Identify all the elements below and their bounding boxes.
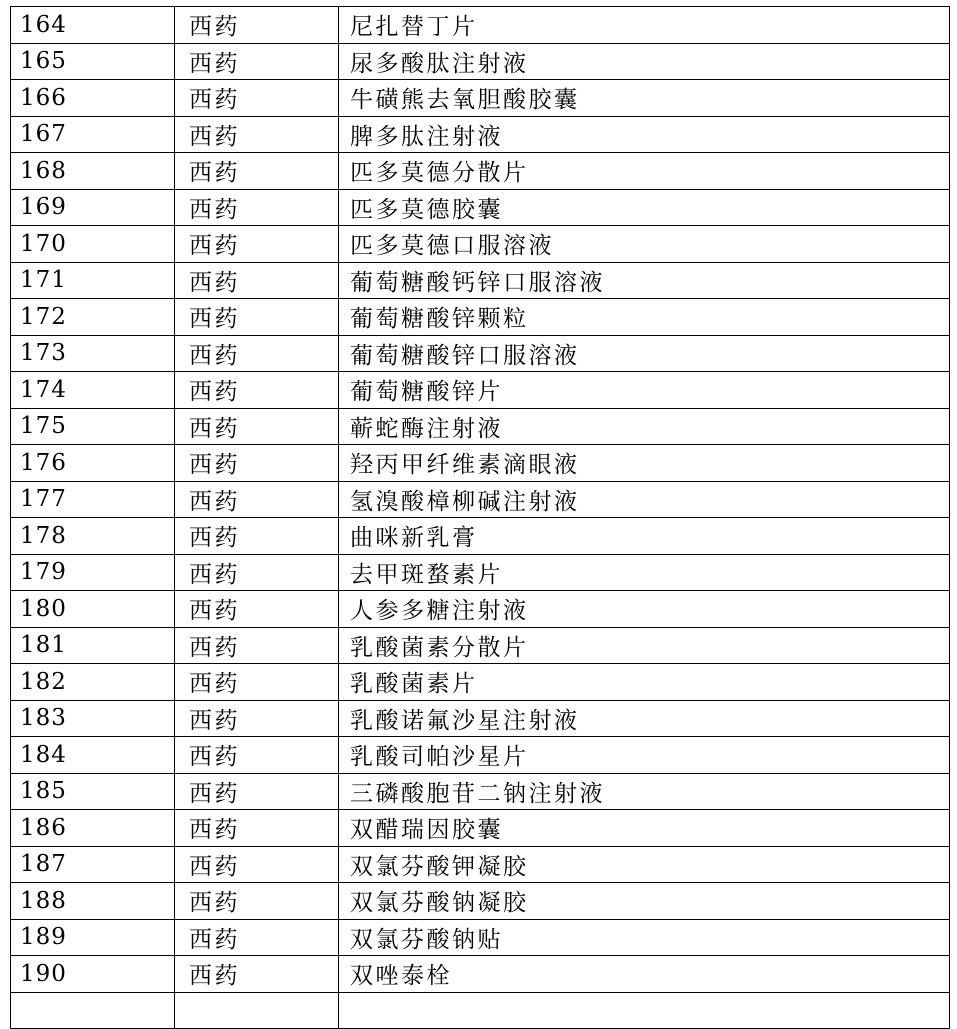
category-cell: 西药 xyxy=(175,80,339,117)
row-number-cell: 183 xyxy=(11,700,175,737)
drug-name-cell: 葡萄糖酸锌颗粒 xyxy=(339,299,950,336)
row-number-cell: 170 xyxy=(11,226,175,263)
drug-name-cell: 蕲蛇酶注射液 xyxy=(339,408,950,445)
drug-name-cell: 羟丙甲纤维素滴眼液 xyxy=(339,445,950,482)
category-cell: 西药 xyxy=(175,408,339,445)
category-cell: 西药 xyxy=(175,262,339,299)
category-cell: 西药 xyxy=(175,956,339,993)
table-row xyxy=(11,846,950,883)
drug-name-cell: 匹多莫德口服溶液 xyxy=(339,226,950,263)
drug-name-cell: 乳酸菌素片 xyxy=(339,664,950,701)
row-number-cell: 171 xyxy=(11,262,175,299)
row-number-cell: 187 xyxy=(11,846,175,883)
drug-name-cell: 乳酸诺氟沙星注射液 xyxy=(339,700,950,737)
category-cell: 西药 xyxy=(175,43,339,80)
category-cell: 西药 xyxy=(175,664,339,701)
table-row xyxy=(11,43,950,80)
category-cell: 西药 xyxy=(175,846,339,883)
category-cell: 西药 xyxy=(175,591,339,628)
category-cell: 西药 xyxy=(175,226,339,263)
category-cell: 西药 xyxy=(175,700,339,737)
category-cell: 西药 xyxy=(175,737,339,774)
table-row xyxy=(11,554,950,591)
table-row xyxy=(11,262,950,299)
table-row xyxy=(11,116,950,153)
table-body xyxy=(11,7,950,1029)
row-number-cell: 185 xyxy=(11,773,175,810)
table-row xyxy=(11,481,950,518)
table-row xyxy=(11,372,950,409)
table-row xyxy=(11,591,950,628)
row-number-cell: 178 xyxy=(11,518,175,555)
row-number-cell: 179 xyxy=(11,554,175,591)
row-number-cell: 175 xyxy=(11,408,175,445)
table-row xyxy=(11,153,950,190)
row-number-cell: 182 xyxy=(11,664,175,701)
category-cell: 西药 xyxy=(175,116,339,153)
drug-name-cell: 双氯芬酸钠凝胶 xyxy=(339,883,950,920)
category-cell: 西药 xyxy=(175,372,339,409)
table-row xyxy=(11,7,950,44)
drug-name-cell: 双氯芬酸钾凝胶 xyxy=(339,846,950,883)
category-cell: 西药 xyxy=(175,810,339,847)
drug-name-cell: 双醋瑞因胶囊 xyxy=(339,810,950,847)
row-number-cell: 180 xyxy=(11,591,175,628)
row-number-cell: 164 xyxy=(11,7,175,44)
drug-name-cell xyxy=(339,992,950,1029)
row-number-cell: 173 xyxy=(11,335,175,372)
table-row xyxy=(11,445,950,482)
table-row xyxy=(11,80,950,117)
drug-name-cell: 尼扎替丁片 xyxy=(339,7,950,44)
category-cell: 西药 xyxy=(175,518,339,555)
table-row xyxy=(11,664,950,701)
drug-name-cell: 乳酸司帕沙星片 xyxy=(339,737,950,774)
category-cell: 西药 xyxy=(175,299,339,336)
drug-name-cell: 氢溴酸樟柳碱注射液 xyxy=(339,481,950,518)
table-row xyxy=(11,919,950,956)
row-number-cell: 167 xyxy=(11,116,175,153)
drug-name-cell: 曲咪新乳膏 xyxy=(339,518,950,555)
row-number-cell: 165 xyxy=(11,43,175,80)
category-cell xyxy=(175,992,339,1029)
drug-name-cell: 匹多莫德胶囊 xyxy=(339,189,950,226)
table-row xyxy=(11,773,950,810)
category-cell: 西药 xyxy=(175,883,339,920)
drug-name-cell: 双唑泰栓 xyxy=(339,956,950,993)
row-number-cell: 168 xyxy=(11,153,175,190)
table-row xyxy=(11,335,950,372)
table-row xyxy=(11,700,950,737)
category-cell: 西药 xyxy=(175,554,339,591)
row-number-cell xyxy=(11,992,175,1029)
drug-name-cell: 去甲斑蝥素片 xyxy=(339,554,950,591)
drug-name-cell: 脾多肽注射液 xyxy=(339,116,950,153)
table-row xyxy=(11,299,950,336)
row-number-cell: 172 xyxy=(11,299,175,336)
drug-name-cell: 匹多莫德分散片 xyxy=(339,153,950,190)
drug-name-cell: 双氯芬酸钠贴 xyxy=(339,919,950,956)
drug-name-cell: 葡萄糖酸钙锌口服溶液 xyxy=(339,262,950,299)
row-number-cell: 189 xyxy=(11,919,175,956)
category-cell: 西药 xyxy=(175,153,339,190)
table-row xyxy=(11,189,950,226)
category-cell: 西药 xyxy=(175,627,339,664)
row-number-cell: 188 xyxy=(11,883,175,920)
drug-name-cell: 人参多糖注射液 xyxy=(339,591,950,628)
category-cell: 西药 xyxy=(175,7,339,44)
row-number-cell: 169 xyxy=(11,189,175,226)
row-number-cell: 174 xyxy=(11,372,175,409)
category-cell: 西药 xyxy=(175,919,339,956)
table-row xyxy=(11,737,950,774)
drug-name-cell: 葡萄糖酸锌口服溶液 xyxy=(339,335,950,372)
drug-name-cell: 牛磺熊去氧胆酸胶囊 xyxy=(339,80,950,117)
category-cell: 西药 xyxy=(175,773,339,810)
drug-name-cell: 葡萄糖酸锌片 xyxy=(339,372,950,409)
row-number-cell: 177 xyxy=(11,481,175,518)
table-row xyxy=(11,408,950,445)
category-cell: 西药 xyxy=(175,189,339,226)
drug-name-cell: 尿多酸肽注射液 xyxy=(339,43,950,80)
table-row xyxy=(11,956,950,993)
table-row xyxy=(11,883,950,920)
drug-name-cell: 三磷酸胞苷二钠注射液 xyxy=(339,773,950,810)
category-cell: 西药 xyxy=(175,481,339,518)
row-number-cell: 176 xyxy=(11,445,175,482)
row-number-cell: 186 xyxy=(11,810,175,847)
table-row xyxy=(11,627,950,664)
drug-list-table xyxy=(10,6,950,1029)
table-row xyxy=(11,226,950,263)
table-row xyxy=(11,518,950,555)
table-row xyxy=(11,810,950,847)
row-number-cell: 181 xyxy=(11,627,175,664)
table-row xyxy=(11,992,950,1029)
category-cell: 西药 xyxy=(175,335,339,372)
drug-name-cell: 乳酸菌素分散片 xyxy=(339,627,950,664)
row-number-cell: 166 xyxy=(11,80,175,117)
category-cell: 西药 xyxy=(175,445,339,482)
row-number-cell: 184 xyxy=(11,737,175,774)
row-number-cell: 190 xyxy=(11,956,175,993)
